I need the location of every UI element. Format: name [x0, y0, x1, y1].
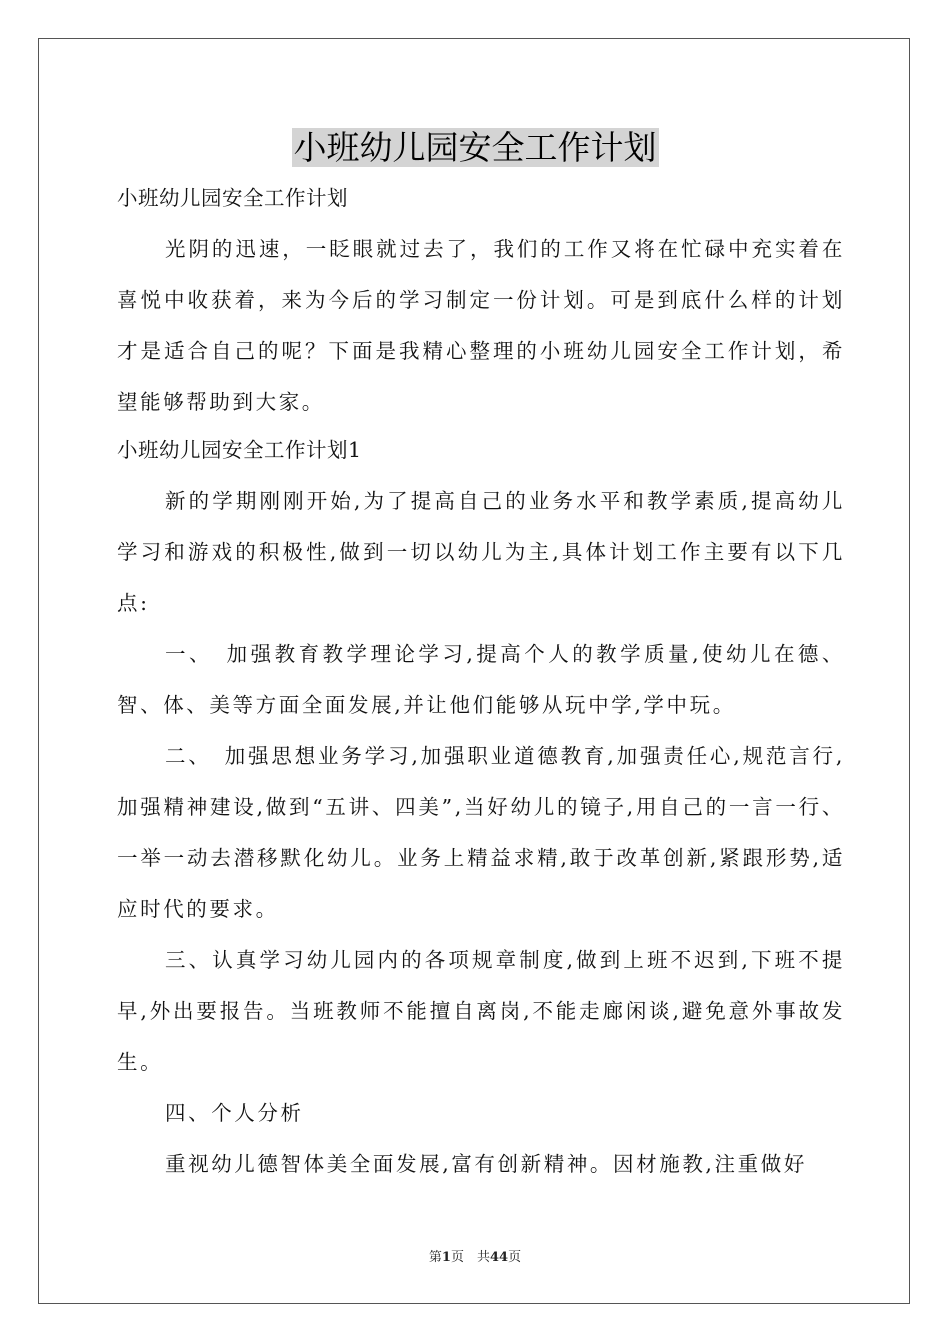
paragraph-4: 三、认真学习幼儿园内的各项规章制度,做到上班不迟到,下班不提早,外出要报告。当班教师不能擅自离岗,不能走廊闲谈,避免意外事故发生。	[117, 948, 845, 1074]
paragraph-3: 二、 加强思想业务学习,加强职业道德教育,加强责任心,规范言行,加强精神建设,做到“五讲、四美”,当好幼儿的镜子,用自己的一言一行、一举一动去潜移默化幼儿。业务上精益求精,敢于改革创新,紧跟形势,适应时代的要求。	[117, 744, 845, 921]
paragraph-1: 新的学期刚刚开始,为了提高自己的业务水平和教学素质,提高幼儿学习和游戏的积极性,做到一切以幼儿为主,具体计划工作主要有以下几点:	[117, 489, 845, 615]
footer-prefix: 第	[428, 1250, 442, 1265]
page-footer	[0, 1246, 950, 1265]
footer-suffix: 页	[508, 1250, 522, 1265]
footer-mid: 页 共	[450, 1250, 490, 1265]
paragraph-6: 重视幼儿德智体美全面发展,富有创新精神。因材施教,注重做好	[165, 1152, 807, 1176]
document-body	[117, 176, 845, 1190]
title-text: 小班幼儿园安全工作计划	[293, 128, 657, 167]
section-heading: 小班幼儿园安全工作计划1	[117, 438, 362, 462]
intro-paragraph: 光阴的迅速，一眨眼就过去了，我们的工作又将在忙碌中充实着在喜悦中收获着，来为今后的学习制定一份计划。可是到底什么样的计划才是适合自己的呢？下面是我精心整理的小班幼儿园安全工作计划，希望能够帮助到大家。	[117, 237, 845, 414]
paragraph-5: 四、个人分析	[165, 1101, 304, 1125]
paragraph-2: 一、 加强教育教学理论学习,提高个人的教学质量,使幼儿在德、智、体、美等方面全面发展,并让他们能够从玩中学,学中玩。	[117, 642, 845, 717]
subtitle: 小班幼儿园安全工作计划	[117, 186, 348, 210]
total-pages: 44	[489, 1250, 509, 1265]
page-number: 1	[441, 1250, 451, 1265]
document-title	[0, 126, 950, 170]
